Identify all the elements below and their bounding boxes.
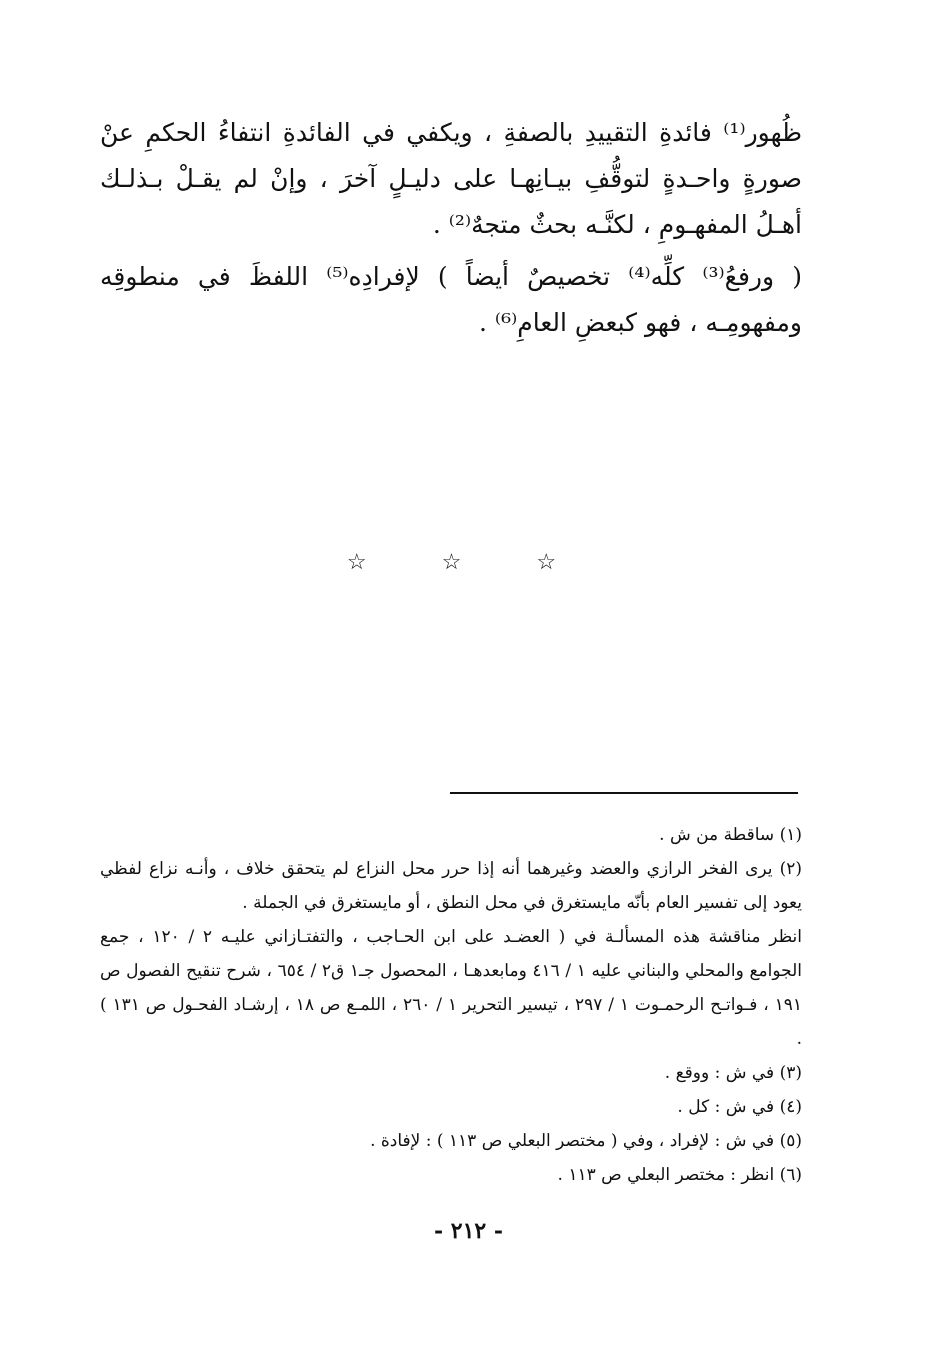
footnotes	[100, 818, 802, 1192]
paragraph-1: ظُهور⁽¹⁾ فائدةِ التقييدِ بالصفةِ ، ويكفي في الفائدةِ انتفاءُ الحكمِ عنْ صورةٍ واحـدةٍ لتوقُّفِ بيـانِهـا على دليـلٍ آخرَ ، وإنْ لم يقـلْ بـذلـك أهـلُ المفهـومِ ، لكنَّـه بحثٌ متجهٌ⁽²⁾ .	[100, 118, 802, 239]
footnote-3: (٣) في ش : ووقع .	[664, 1063, 802, 1083]
footnote-rule	[450, 792, 798, 794]
page-number: - ٢١٢ -	[433, 1218, 504, 1244]
paragraph-2: ( ورفعُ⁽³⁾ كلِّه⁽⁴⁾ تخصيصٌ أيضاً ) لإفرادِه⁽⁵⁾ اللفظَ في منطوقِه ومفهومِـه ، فهو كبعضِ العامِ⁽⁶⁾ .	[100, 262, 802, 337]
footnote-1: (١) ساقطة من ش .	[659, 825, 802, 845]
footnote-6: (٦) انظر : مختصر البعلي ص ١١٣ .	[557, 1165, 802, 1185]
footnote-2: (٢) يرى الفخر الرازي والعضد وغيرهما أنه إذا حرر محل النزاع لم يتحقق خلاف ، وأنـه نزاع لفظي يعود إلى تفسير العام بأنّه مايستغرق في محل النطق ، أو مايستغرق في الجملة .	[100, 859, 802, 913]
section-separator-stars: ☆ ☆ ☆	[346, 550, 591, 575]
footnote-2-continued: انظر مناقشة هذه المسألـة في ( العضـد على ابن الحـاجب ، والتفتـازاني عليـه ٢ / ١٢٠ ، جمع الجوامع والمحلي والبناني عليه ١ / ٤١٦ ومابعدهـا ، المحصول جـ١ ق٢ / ٦٥٤ ، شرح تنقيح الفصول ص ١٩١ ، فـواتـح الرحمـوت ١ / ٢٩٧ ، تيسير التحرير ١ / ٢٦٠ ، اللمـع ص ١٨ ، إرشـاد الفحـول ص ١٣١ ) .	[100, 927, 802, 1049]
footnote-5: (٥) في ش : لإفراد ، وفي ( مختصر البعلي ص ١١٣ ) : لإفادة .	[370, 1131, 802, 1151]
footnote-4: (٤) في ش : كل .	[677, 1097, 802, 1117]
main-text	[100, 110, 802, 352]
